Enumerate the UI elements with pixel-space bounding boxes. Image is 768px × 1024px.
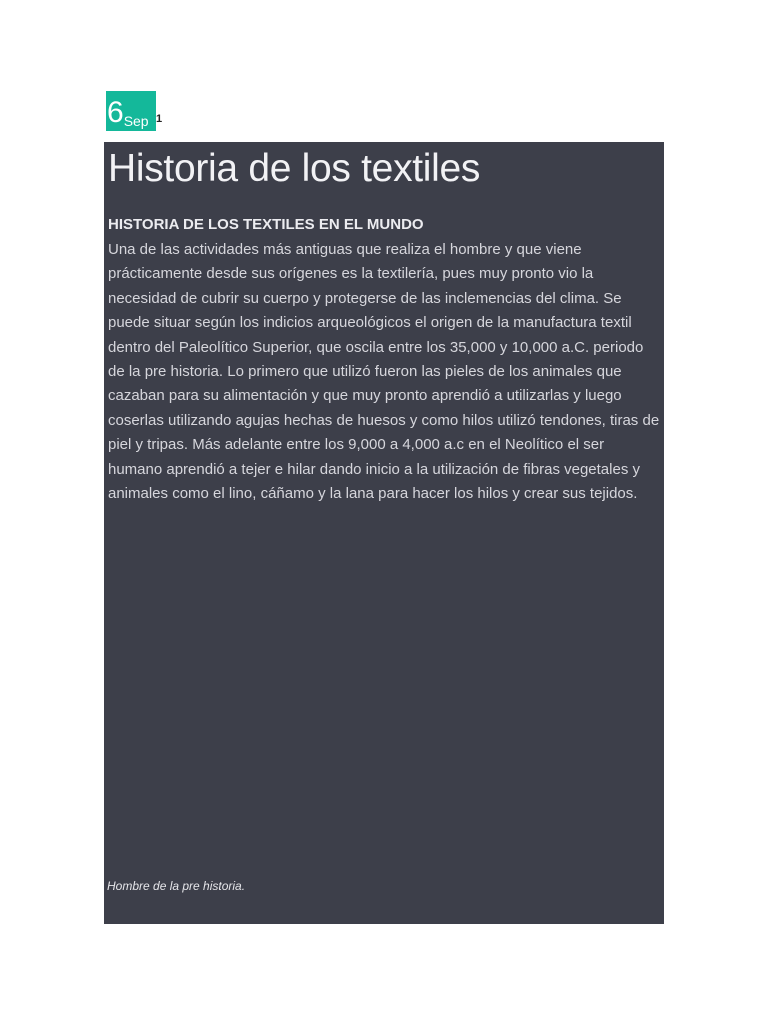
post-panel xyxy=(104,142,664,924)
image-caption: Hombre de la pre historia. xyxy=(107,879,246,893)
post-date xyxy=(106,91,162,131)
date-month: Sep xyxy=(123,113,149,129)
post-title[interactable]: Historia de los textiles xyxy=(108,147,481,190)
date-badge xyxy=(106,91,156,131)
section-heading: HISTORIA DE LOS TEXTILES EN EL MUNDO xyxy=(108,216,424,233)
date-day: 6 xyxy=(107,96,123,129)
post-body: Una de las actividades más antiguas que realiza el hombre y que viene prácticamente desde sus orígenes es la textilería, pues muy pronto vio la necesidad de cubrir su cuerpo y protegerse de las inclemencias del clima. Se puede situar según los indicios arqueológicos el origen de la manufactura textil dentro del Paleolítico Superior, que oscila entre los 35,000 y 10,000 a.C. periodo de la pre historia. Lo primero que utilizó fueron las pieles de los animales que cazaban para su alimentación y que muy pronto aprendió a utilizarlas y luego coserlas utilizando agujas hechas de huesos y como hilos utilizó tendones, tiras de piel y tripas. Más adelante entre los 9,000 a 4,000 a.c en el Neolítico el ser humano aprendió a tejer e hilar dando inicio a la utilización de fibras vegetales y animales como el lino, cáñamo y la lana para hacer los hilos y crear sus tejidos. xyxy=(108,241,660,503)
comment-count[interactable]: 1 xyxy=(156,113,163,125)
